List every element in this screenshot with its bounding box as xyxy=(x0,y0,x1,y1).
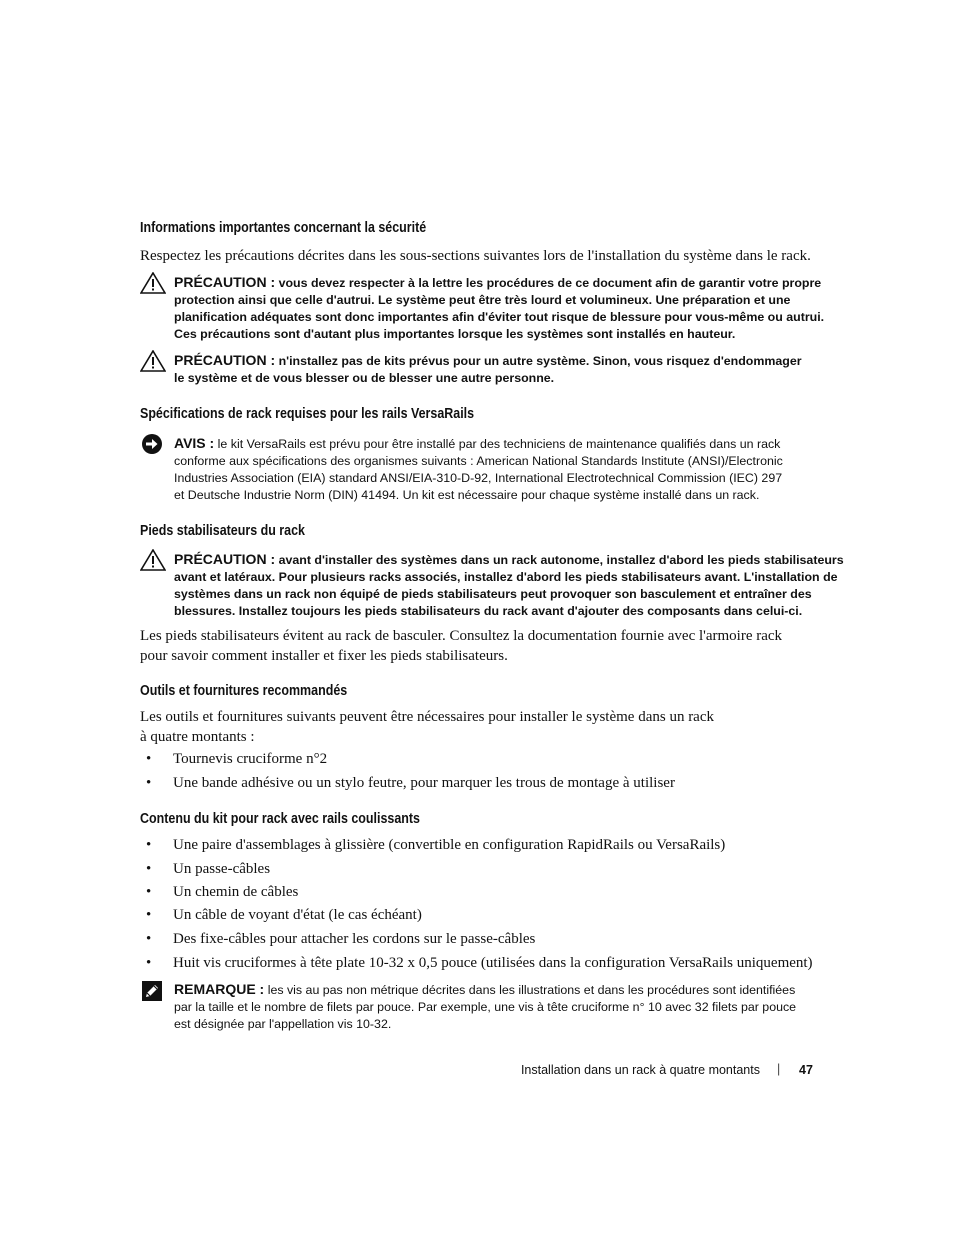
caution-line: blessures. Installez toujours les pieds stabilisateurs du rack avant d'ajouter des composants dans celui-ci. xyxy=(174,604,803,618)
caution-line: protection ainsi que celle d'autrui. Le système peut être très lourd et volumineux. Une préparation et une xyxy=(174,293,791,307)
notice-note-versarails xyxy=(174,435,783,504)
section-heading-tools: Outils et fournitures recommandés xyxy=(140,683,348,699)
notice-label: AVIS : xyxy=(174,435,215,451)
page-number: 47 xyxy=(799,1063,813,1077)
section-heading-kit: Contenu du kit pour rack avec rails coulissants xyxy=(140,811,420,827)
list-item-text: Une bande adhésive ou un stylo feutre, pour marquer les trous de montage à utiliser xyxy=(173,775,675,791)
bullet-glyph: • xyxy=(146,751,152,767)
bullet-glyph: • xyxy=(146,931,152,947)
section-heading-security: Informations importantes concernant la sécurité xyxy=(140,220,427,236)
caution-warning-icon xyxy=(140,549,166,571)
remark-label: REMARQUE : xyxy=(174,981,265,997)
section-heading-stabilizers: Pieds stabilisateurs du rack xyxy=(140,523,305,539)
footer-separator: | xyxy=(777,1062,781,1076)
caution-note-security-1 xyxy=(174,274,824,343)
caution-line: Ces précautions sont d'autant plus importantes lorsque les systèmes sont installés en hauteur. xyxy=(174,327,736,341)
notice-line: conforme aux spécifications des organismes suivants : American National Standards Institute (ANSI)/Electronic xyxy=(174,454,783,468)
notice-arrow-icon xyxy=(141,433,163,455)
footer-title: Installation dans un rack à quatre montants xyxy=(520,1063,760,1077)
remark-line: les vis au pas non métrique décrites dans les illustrations et dans les procédures sont identifiées xyxy=(267,983,796,997)
list-item-text: Un câble de voyant d'état (le cas échéant) xyxy=(173,907,422,923)
list-item-text: Un chemin de câbles xyxy=(173,884,299,900)
remark-line: par la taille et le nombre de filets par pouce. Par exemple, une vis à tête cruciforme n° 10 avec 32 filets par pouce xyxy=(174,1000,797,1014)
remark-note-screws xyxy=(174,981,796,1033)
caution-line: vous devez respecter à la lettre les procédures de ce document afin de garantir votre propre xyxy=(278,276,822,290)
stabilizers-body xyxy=(140,626,782,666)
notice-line: le kit VersaRails est prévu pour être installé par des techniciens de maintenance qualifiés dans un rack xyxy=(217,437,781,451)
body-line: Les pieds stabilisateurs évitent au rack de basculer. Consultez la documentation fournie avec l'armoire rack xyxy=(140,628,783,644)
remark-line: est désignée par l'appellation vis 10-32. xyxy=(174,1017,392,1031)
list-item-text: Huit vis cruciformes à tête plate 10-32 x 0,5 pouce (utilisées dans la configuration VersaRails uniquement) xyxy=(173,955,813,971)
tools-body xyxy=(140,707,714,747)
caution-note-stabilizers xyxy=(174,551,844,620)
caution-line: systèmes dans un rack non équipé de pieds stabilisateurs peut provoquer son basculement et entraîner des xyxy=(174,587,812,601)
list-item-text: Une paire d'assemblages à glissière (convertible en configuration RapidRails ou VersaRails) xyxy=(173,837,726,853)
body-line: Les outils et fournitures suivants peuvent être nécessaires pour installer le système dans un rack xyxy=(140,709,714,725)
list-item-text: Tournevis cruciforme n°2 xyxy=(173,751,328,767)
security-intro: Respectez les précautions décrites dans les sous-sections suivantes lors de l'installation du système dans le rack. xyxy=(140,248,811,264)
list-item-text: Des fixe-câbles pour attacher les cordons sur le passe-câbles xyxy=(173,931,536,947)
bullet-glyph: • xyxy=(146,884,152,900)
caution-warning-icon xyxy=(140,350,166,372)
bullet-glyph: • xyxy=(146,837,152,853)
bullet-glyph: • xyxy=(146,775,152,791)
body-line: à quatre montants : xyxy=(140,729,255,745)
section-heading-rack-specs: Spécifications de rack requises pour les rails VersaRails xyxy=(140,406,475,422)
caution-line: n'installez pas de kits prévus pour un autre système. Sinon, vous risquez d'endommager xyxy=(278,354,802,368)
caution-line: planification adéquates sont donc importantes afin d'éviter tout risque de blessure pour vous-même ou autrui. xyxy=(174,310,825,324)
caution-line: avant d'installer des systèmes dans un rack autonome, installez d'abord les pieds stabilisateurs xyxy=(278,553,844,567)
notice-line: Industries Association (EIA) standard ANSI/EIA-310-D-92, International Electrotechnical Commission (IEC) 297 xyxy=(174,471,783,485)
bullet-glyph: • xyxy=(146,907,152,923)
list-item-text: Un passe-câbles xyxy=(173,861,271,877)
bullet-glyph: • xyxy=(146,955,152,971)
caution-note-security-2 xyxy=(174,352,802,387)
body-line: pour savoir comment installer et fixer les pieds stabilisateurs. xyxy=(140,648,508,664)
caution-line: le système et de vous blesser ou de blesser une autre personne. xyxy=(174,371,555,385)
caution-label: PRÉCAUTION : xyxy=(174,352,276,368)
remark-pencil-icon xyxy=(141,980,163,1002)
caution-warning-icon xyxy=(140,272,166,294)
bullet-glyph: • xyxy=(146,861,152,877)
caution-line: avant et latéraux. Pour plusieurs racks associés, installez d'abord les pieds stabilisateurs avant. L'installation de xyxy=(174,570,838,584)
notice-line: et Deutsche Industrie Norm (DIN) 41494. Un kit est nécessaire pour chaque système installé dans un rack. xyxy=(174,488,760,502)
caution-label: PRÉCAUTION : xyxy=(174,274,276,290)
caution-label: PRÉCAUTION : xyxy=(174,551,276,567)
